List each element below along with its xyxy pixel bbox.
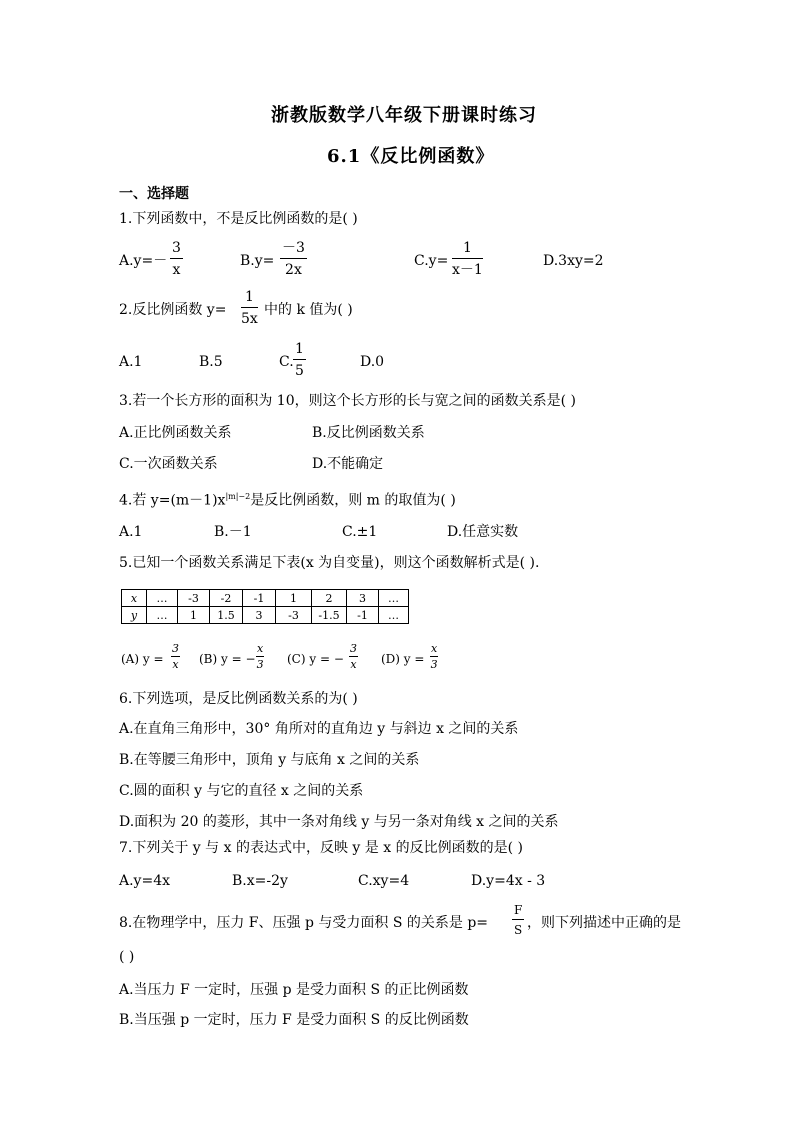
q1-option-d: D.3xy=2 [543, 253, 604, 269]
q2-option-d: D.0 [360, 354, 385, 370]
q8-option-b: B.当压强 p 一定时，压力 F 是受力面积 S 的反比例函数 [119, 1012, 469, 1028]
q1-option-b-fraction [280, 241, 307, 277]
q6-stem: 6.下列选项，是反比例函数关系的为( ) [119, 691, 358, 707]
q5-table-y-row [122, 607, 409, 624]
q1-b-denominator: 2x [285, 262, 302, 278]
q5-option-c-prefix: (C) y = − [287, 652, 344, 666]
q6-option-a: A.在直角三角形中，30° 角所对的直角边 y 与斜边 x 之间的关系 [119, 721, 519, 737]
page-title: 浙教版数学八年级下册课时练习 [271, 105, 537, 126]
table-cell: y [122, 607, 147, 624]
q4-option-a: A.1 [119, 524, 143, 540]
q2-denominator: 5x [241, 311, 258, 327]
q5-option-b-fraction [256, 643, 264, 670]
q3-option-d: D.不能确定 [312, 456, 384, 472]
section-heading: 一、选择题 [119, 186, 189, 202]
q5-option-d-prefix: (D) y = [381, 652, 425, 666]
q5-option-c-fraction [349, 643, 358, 670]
q4-stem [119, 493, 456, 508]
table-cell: -3 [276, 607, 312, 624]
q8-fraction [512, 904, 524, 936]
q5-b-numerator: x [257, 642, 264, 655]
q2-fraction [241, 290, 258, 326]
q1-a-denominator: x [172, 262, 181, 278]
table-cell: -1.5 [312, 607, 347, 624]
q5-value-table [121, 589, 409, 624]
table-cell: 2 [312, 590, 347, 607]
q5-c-denominator: x [350, 658, 357, 671]
q3-stem: 3.若一个长方形的面积为 10，则这个长方形的长与宽之间的函数关系是( ) [119, 393, 576, 409]
table-cell: … [147, 607, 178, 624]
q1-option-c-prefix: C.y= [414, 253, 449, 269]
q5-d-denominator: 3 [430, 658, 438, 671]
q7-stem: 7.下列关于 y 与 x 的表达式中，反映 y 是 x 的反比例函数的是( ) [119, 840, 523, 856]
q2-option-b: B.5 [199, 354, 223, 370]
q1-option-c-fraction [452, 241, 483, 277]
q5-a-denominator: x [172, 658, 179, 671]
q5-option-a-prefix: (A) y = [121, 652, 164, 666]
q7-option-c: C.xy=4 [358, 873, 410, 889]
table-cell: … [379, 607, 409, 624]
table-cell: 3 [347, 590, 379, 607]
q6-option-d: D.面积为 20 的菱形，其中一条对角线 y 与另一条对角线 x 之间的关系 [119, 814, 559, 830]
q8-answer-paren: ( ) [119, 949, 135, 965]
q4-option-b: B.－1 [214, 524, 252, 540]
table-cell: 1 [276, 590, 312, 607]
q5-a-numerator: 3 [172, 642, 179, 655]
table-cell: -2 [210, 590, 243, 607]
q8-numerator: F [512, 904, 524, 920]
table-cell: -1 [243, 590, 276, 607]
q1-b-numerator: －3 [280, 241, 307, 259]
q4-exponent: |m|−2 [225, 492, 251, 501]
q1-a-numerator: 3 [170, 241, 183, 259]
q3-option-c: C.一次函数关系 [119, 456, 218, 472]
table-cell: 1 [178, 607, 210, 624]
q1-option-a-fraction [170, 241, 183, 277]
q2-stem-suffix: 中的 k 值为( ) [264, 302, 353, 318]
q5-b-denominator: 3 [256, 658, 264, 671]
q7-option-d: D.y=4x - 3 [471, 873, 546, 889]
table-cell: -1 [347, 607, 379, 624]
q8-option-a: A.当压力 F 一定时，压强 p 是受力面积 S 的正比例函数 [119, 982, 469, 998]
q2-c-denominator: 5 [295, 363, 304, 379]
q2-option-c-fraction [293, 342, 306, 378]
q5-d-numerator: x [431, 642, 438, 655]
q4-option-d: D.任意实数 [447, 524, 519, 540]
q1-option-b-prefix: B.y= [240, 253, 275, 269]
q4-option-c: C.±1 [342, 524, 378, 540]
q1-option-a-prefix: A.y=－ [119, 253, 168, 269]
q4-stem-prefix: 4.若 y=(m－1)x [119, 492, 226, 509]
q5-table-x-row [122, 590, 409, 607]
q2-c-numerator: 1 [293, 342, 306, 360]
q5-option-a-fraction [171, 643, 180, 670]
table-cell: … [379, 590, 409, 607]
q8-stem-suffix: ，则下列描述中正确的是 [527, 915, 681, 931]
q1-stem: 1.下列函数中，不是反比例函数的是( ) [119, 211, 358, 227]
table-cell: … [147, 590, 178, 607]
q2-stem-prefix: 2.反比例函数 y= [119, 302, 227, 318]
q6-option-b: B.在等腰三角形中，顶角 y 与底角 x 之间的关系 [119, 752, 420, 768]
table-cell: 1.5 [210, 607, 243, 624]
q7-option-b: B.x=-2y [232, 873, 288, 889]
q4-stem-suffix: 是反比例函数，则 m 的取值为( ) [250, 492, 456, 509]
q3-option-b: B.反比例函数关系 [312, 425, 425, 441]
q5-option-b-prefix: (B) y = − [199, 652, 256, 666]
q1-c-numerator: 1 [452, 241, 483, 259]
q5-stem: 5.已知一个函数关系满足下表(x 为自变量)，则这个函数解析式是( ). [119, 555, 540, 571]
table-cell: x [122, 590, 147, 607]
q7-option-a: A.y=4x [119, 873, 171, 889]
q8-denominator: S [514, 923, 523, 937]
q5-option-d-fraction [430, 643, 438, 670]
table-cell: -3 [178, 590, 210, 607]
q6-option-c: C.圆的面积 y 与它的直径 x 之间的关系 [119, 783, 364, 799]
table-cell: 3 [243, 607, 276, 624]
q8-stem-prefix: 8.在物理学中，压力 F、压强 p 与受力面积 S 的关系是 p= [119, 915, 489, 931]
page-subtitle: 6.1《反比例函数》 [327, 146, 495, 167]
q2-option-c-prefix: C. [279, 354, 294, 370]
q1-c-denominator: x－1 [452, 262, 483, 278]
q2-numerator: 1 [241, 290, 258, 308]
q3-option-a: A.正比例函数关系 [119, 425, 232, 441]
q5-c-numerator: 3 [350, 642, 357, 655]
q2-option-a: A.1 [119, 354, 143, 370]
